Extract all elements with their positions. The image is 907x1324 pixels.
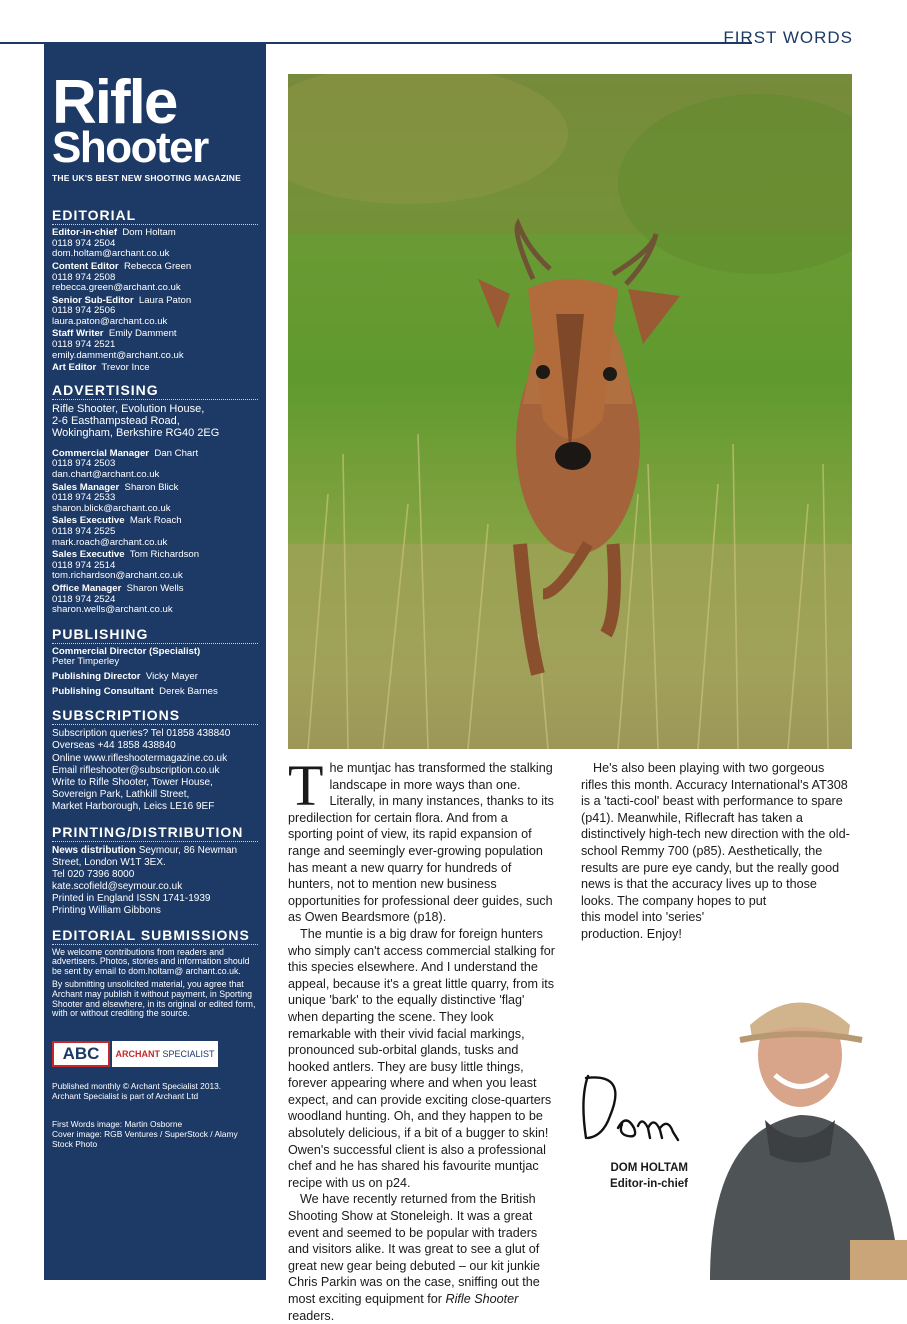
editorial-entry <box>52 262 258 294</box>
entry-role: Sales Executive <box>52 515 125 527</box>
entry-name: Mark Roach <box>129 515 182 527</box>
credit-line: Cover image: RGB Ventures / SuperStock / Alamy <box>52 1128 238 1139</box>
submissions-paragraph: We welcome contributions from readers and advertisers. Photos, stories and information should be sent by email to dom.holtam@ archant.co.uk. <box>52 946 250 976</box>
subscriptions-text <box>52 728 258 813</box>
paragraph-text: readers. <box>288 1308 335 1323</box>
entry-name: Sharon Wells <box>126 582 184 594</box>
advertising-entry <box>52 516 258 548</box>
editor-photo <box>670 980 907 1280</box>
printing-text <box>52 845 258 917</box>
credit-line: Stock Photo <box>52 1138 98 1149</box>
subscriptions-line: Subscription queries? Tel 01858 438840 <box>52 728 231 740</box>
paragraph-text: He's also been playing with two gorgeous rifles this month. Accuracy International's AT308 is a 'tacti-cool' beast with performance to spare (p41). Meanwhile, Riflecraft has taken a distinctively high-tech new direction with the old-school Remmy 700 (p85). Aesthetically, the results are pure eye candy, but the really good news is that the accuracy lives up to those looks. The company hopes to put <box>581 761 850 908</box>
entry-role: Senior Sub-Editor <box>52 294 134 306</box>
printing-line: Street, London W1T 3EX. <box>52 856 166 868</box>
article-column-2 <box>581 760 853 943</box>
entry-phone: 0118 974 2525 <box>52 526 116 538</box>
advertising-section <box>52 382 258 616</box>
address-line: Rifle Shooter, Evolution House, <box>52 402 205 415</box>
printing-line: Printing William Gibbons <box>52 904 161 916</box>
specialist-logo-text: SPECIALIST <box>162 1048 215 1059</box>
archant-logo-text: ARCHANT <box>115 1048 160 1059</box>
submissions-section <box>52 927 258 1019</box>
printing-line[interactable]: kate.scofield@seymour.co.uk <box>52 880 183 892</box>
subscriptions-section <box>52 707 258 813</box>
logo-word-shooter: Shooter <box>52 123 208 173</box>
entry-name: Dan Chart <box>154 447 199 459</box>
publishing-section <box>52 626 258 697</box>
image-credits <box>52 1119 258 1149</box>
entry-email[interactable]: dom.holtam@archant.co.uk <box>52 248 170 260</box>
notice-line: Archant Specialist is part of Archant Ltd <box>52 1090 199 1101</box>
editor-title: Editor-in-chief <box>610 1178 688 1190</box>
submissions-paragraph: By submitting unsolicited material, you agree that Archant may publish it without payment, in Sporting Shooter and elsewhere, in its original or edited form, with or without crediting the source. <box>52 979 256 1019</box>
subscriptions-line: Write to Rifle Shooter, Tower House, <box>52 776 213 788</box>
editor-signature <box>578 1068 688 1148</box>
entry-name: Rebecca Green <box>123 260 192 272</box>
editorial-entry <box>52 228 258 260</box>
entry-email[interactable]: emily.damment@archant.co.uk <box>52 349 184 361</box>
address-line: Wokingham, Berkshire RG40 2EG <box>52 426 220 439</box>
credit-line: First Words image: Martin Osborne <box>52 1118 183 1129</box>
magazine-logo <box>52 68 258 173</box>
subscriptions-line: Overseas +44 1858 438840 <box>52 740 176 752</box>
paragraph-text: he muntjac has transformed the stalking landscape in more ways than one. Literally, in many instances, thanks to its predilection for certain flora. And from a sporting point of view, its rapid expansion of range and seemingly ever-growing population has meant a new quarry for hundreds of hunters, not to mention new business opportunities for professional deer guides, such as Owen Beardsmore (p18). <box>288 761 554 925</box>
publishing-heading: PUBLISHING <box>52 626 258 644</box>
muntjac-illustration <box>288 74 852 749</box>
advertising-entry <box>52 483 258 515</box>
editorial-heading: EDITORIAL <box>52 207 258 225</box>
entry-email[interactable]: laura.paton@archant.co.uk <box>52 315 168 327</box>
subscriptions-line: Market Harborough, Leics LE16 9EF <box>52 801 215 813</box>
muntjac-photo <box>288 74 852 749</box>
entry-name: Laura Paton <box>138 294 192 306</box>
notice-line: Published monthly © Archant Specialist 2013. <box>52 1080 222 1091</box>
editor-name: DOM HOLTAM <box>610 1162 688 1174</box>
entry-name: Peter Timperley <box>52 656 120 668</box>
subscriptions-line: Sovereign Park, Lathkill Street, <box>52 789 190 801</box>
entry-role: Sales Manager <box>52 481 120 493</box>
entry-role: Office Manager <box>52 582 122 594</box>
submissions-heading: EDITORIAL SUBMISSIONS <box>52 927 258 945</box>
editorial-section <box>52 207 258 374</box>
magazine-title-italic: Rifle Shooter <box>445 1292 519 1306</box>
entry-email[interactable]: tom.richardson@archant.co.uk <box>52 570 183 582</box>
logo-word-rifle: Rifle <box>52 68 177 137</box>
abc-badge: ABC <box>52 1041 110 1067</box>
entry-role: Staff Writer <box>52 328 104 340</box>
entry-role: Editor-in-chief <box>52 227 118 239</box>
printing-line: Seymour, 86 Newman <box>138 844 238 856</box>
entry-name: Sharon Blick <box>124 481 179 493</box>
entry-phone: 0118 974 2504 <box>52 237 116 249</box>
printing-heading: PRINTING/DISTRIBUTION <box>52 824 258 842</box>
editorial-entry <box>52 329 258 361</box>
entry-phone: 0118 974 2503 <box>52 458 116 470</box>
printing-section <box>52 824 258 917</box>
publishing-entry <box>52 647 258 668</box>
publisher-badges <box>52 1041 258 1067</box>
article-paragraph-continued: production. Enjoy! <box>581 926 682 941</box>
entry-phone: 0118 974 2521 <box>52 339 116 351</box>
entry-name: Emily Damment <box>108 328 177 340</box>
subscriptions-heading: SUBSCRIPTIONS <box>52 707 258 725</box>
advertising-entry <box>52 449 258 481</box>
entry-email[interactable]: rebecca.green@archant.co.uk <box>52 282 181 294</box>
signature-block <box>582 1160 688 1192</box>
masthead-sidebar <box>44 44 266 1280</box>
publishing-entry <box>52 687 258 698</box>
article-column-1 <box>288 753 556 1324</box>
entry-role: Commercial Manager <box>52 447 150 459</box>
subscriptions-line[interactable]: Email rifleshooter@subscription.co.uk <box>52 764 220 776</box>
article-paragraph-continued: this model into 'series' <box>581 910 705 925</box>
entry-name: Vicky Mayer <box>145 670 198 682</box>
printing-line: Printed in England ISSN 1741-1939 <box>52 892 211 904</box>
entry-phone: 0118 974 2508 <box>52 271 116 283</box>
publishing-notice <box>52 1081 258 1101</box>
logo-tagline: THE UK'S BEST NEW SHOOTING MAGAZINE <box>52 173 241 184</box>
advertising-heading: ADVERTISING <box>52 382 258 400</box>
entry-name: Dom Holtam <box>122 227 176 239</box>
printing-line: Tel 020 7396 8000 <box>52 868 135 880</box>
entry-role: Sales Executive <box>52 549 125 561</box>
entry-name: Derek Barnes <box>159 685 218 697</box>
entry-phone: 0118 974 2506 <box>52 305 116 317</box>
entry-email[interactable]: sharon.blick@archant.co.uk <box>52 502 171 514</box>
entry-role: Art Editor <box>52 362 97 374</box>
address-line: 2-6 Easthampstead Road, <box>52 414 180 427</box>
entry-phone: 0118 974 2514 <box>52 559 116 571</box>
publishing-entry <box>52 672 258 683</box>
entry-role: Publishing Director <box>52 670 141 682</box>
editorial-entry <box>52 296 258 328</box>
entry-role: News distribution <box>52 844 136 856</box>
article-paragraph <box>288 753 556 926</box>
entry-email[interactable]: mark.roach@archant.co.uk <box>52 536 168 548</box>
section-label: FIRST WORDS <box>723 28 853 47</box>
advertising-address <box>52 403 258 439</box>
entry-email[interactable]: dan.chart@archant.co.uk <box>52 469 160 481</box>
entry-role: Content Editor <box>52 260 119 272</box>
advertising-entry <box>52 584 258 616</box>
article-paragraph <box>581 760 851 909</box>
subscriptions-line[interactable]: Online www.rifleshootermagazine.co.uk <box>52 752 228 764</box>
entry-phone: 0118 974 2533 <box>52 492 116 504</box>
entry-role: Commercial Director (Specialist) <box>52 645 201 657</box>
paragraph-text: We have recently returned from the British Shooting Show at Stoneleigh. It was a great event and seemed to be popular with traders and visitors alike. It was great to see a glut of great new gear being debuted – our kit junkie Chris Parkin was on the case, sniffing out the most exciting equipment for <box>288 1192 541 1306</box>
entry-name: Tom Richardson <box>129 549 200 561</box>
entry-role: Publishing Consultant <box>52 685 154 697</box>
advertising-entry <box>52 550 258 582</box>
article-paragraph: The muntie is a big draw for foreign hunters who simply can't access commercial stalking for this species elsewhere. And I understand the appeal, because it's a great little quarry, from its unique 'bark' to the equally distinctive 'flag' when departing the scene. They look remarkable with their vivid facial markings, pronounced sub-orbital glands, tusks and hooked antlers. They are busy little things, forever appearing where and when you least expect, and can provide exciting close-quarters woodland hunting. Oh, and they happen to be absolutely delicious, if a bit of a bugger to skin! Owen's successful client is also a professional chef and he has shared his favourite muntjac recipe with us on p24. <box>288 926 555 1190</box>
entry-email[interactable]: sharon.wells@archant.co.uk <box>52 604 173 616</box>
editorial-entry <box>52 363 258 374</box>
entry-phone: 0118 974 2524 <box>52 593 116 605</box>
drop-cap: T <box>288 753 324 818</box>
archant-specialist-logo <box>112 1041 218 1067</box>
entry-name: Trevor Ince <box>101 362 150 374</box>
article-paragraph <box>288 1191 556 1324</box>
